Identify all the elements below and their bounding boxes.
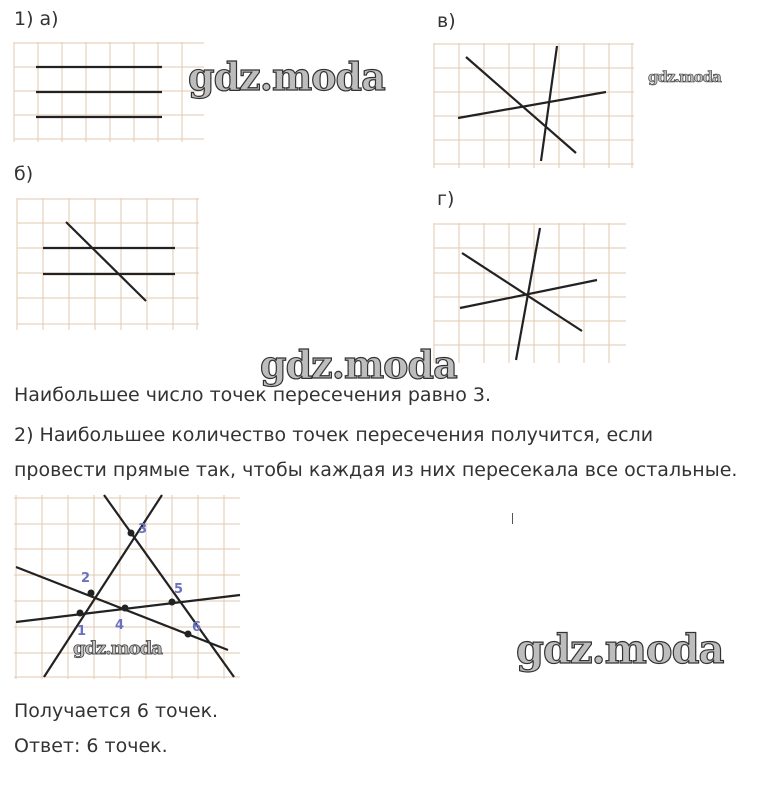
intersection-point-5: [169, 599, 176, 606]
line-g-1: [462, 253, 582, 331]
figure-a-grid: [14, 42, 204, 142]
task2-text-line2: провести прямые так, чтобы каждая из них пересекала все остальные.: [14, 459, 738, 481]
point-label-4: 4: [115, 618, 125, 633]
watermark-middle: gdz.moda: [260, 342, 457, 387]
task1-conclusion: Наибольшее число точек пересечения равно 3.: [14, 384, 491, 406]
task2-text-line1: 2) Наибольшее количество точек пересечения получится, если: [14, 424, 654, 446]
watermark-top: gdz.moda: [188, 54, 385, 99]
line-b-3: [66, 222, 146, 301]
task2-result: Получается 6 точек.: [14, 700, 219, 722]
intersection-point-6: [185, 631, 192, 638]
intersection-point-4: [122, 605, 129, 612]
task2-answer: Ответ: 6 точек.: [14, 735, 168, 757]
point-label-3: 3: [138, 522, 148, 537]
label-v: в): [437, 10, 456, 32]
watermark-figure: gdz.moda: [73, 638, 162, 659]
point-label-2: 2: [81, 571, 91, 586]
label-g: г): [437, 188, 455, 210]
point-label-5: 5: [174, 582, 184, 597]
label-1a: 1) а): [14, 8, 59, 30]
point-label-6: 6: [192, 620, 202, 635]
figure-g-grid: [434, 223, 626, 363]
point-label-1: 1: [77, 624, 87, 639]
intersection-point-1: [77, 610, 84, 617]
intersection-point-2: [88, 590, 95, 597]
figure-b-grid: [17, 198, 199, 330]
watermark-small-right: gdz.moda: [648, 68, 721, 86]
stray-mark: [512, 513, 513, 524]
label-b: б): [14, 163, 34, 185]
figure-v-grid: [434, 43, 634, 168]
intersection-point-3: [128, 530, 135, 537]
watermark-bottom-right: gdz.moda: [516, 626, 724, 673]
